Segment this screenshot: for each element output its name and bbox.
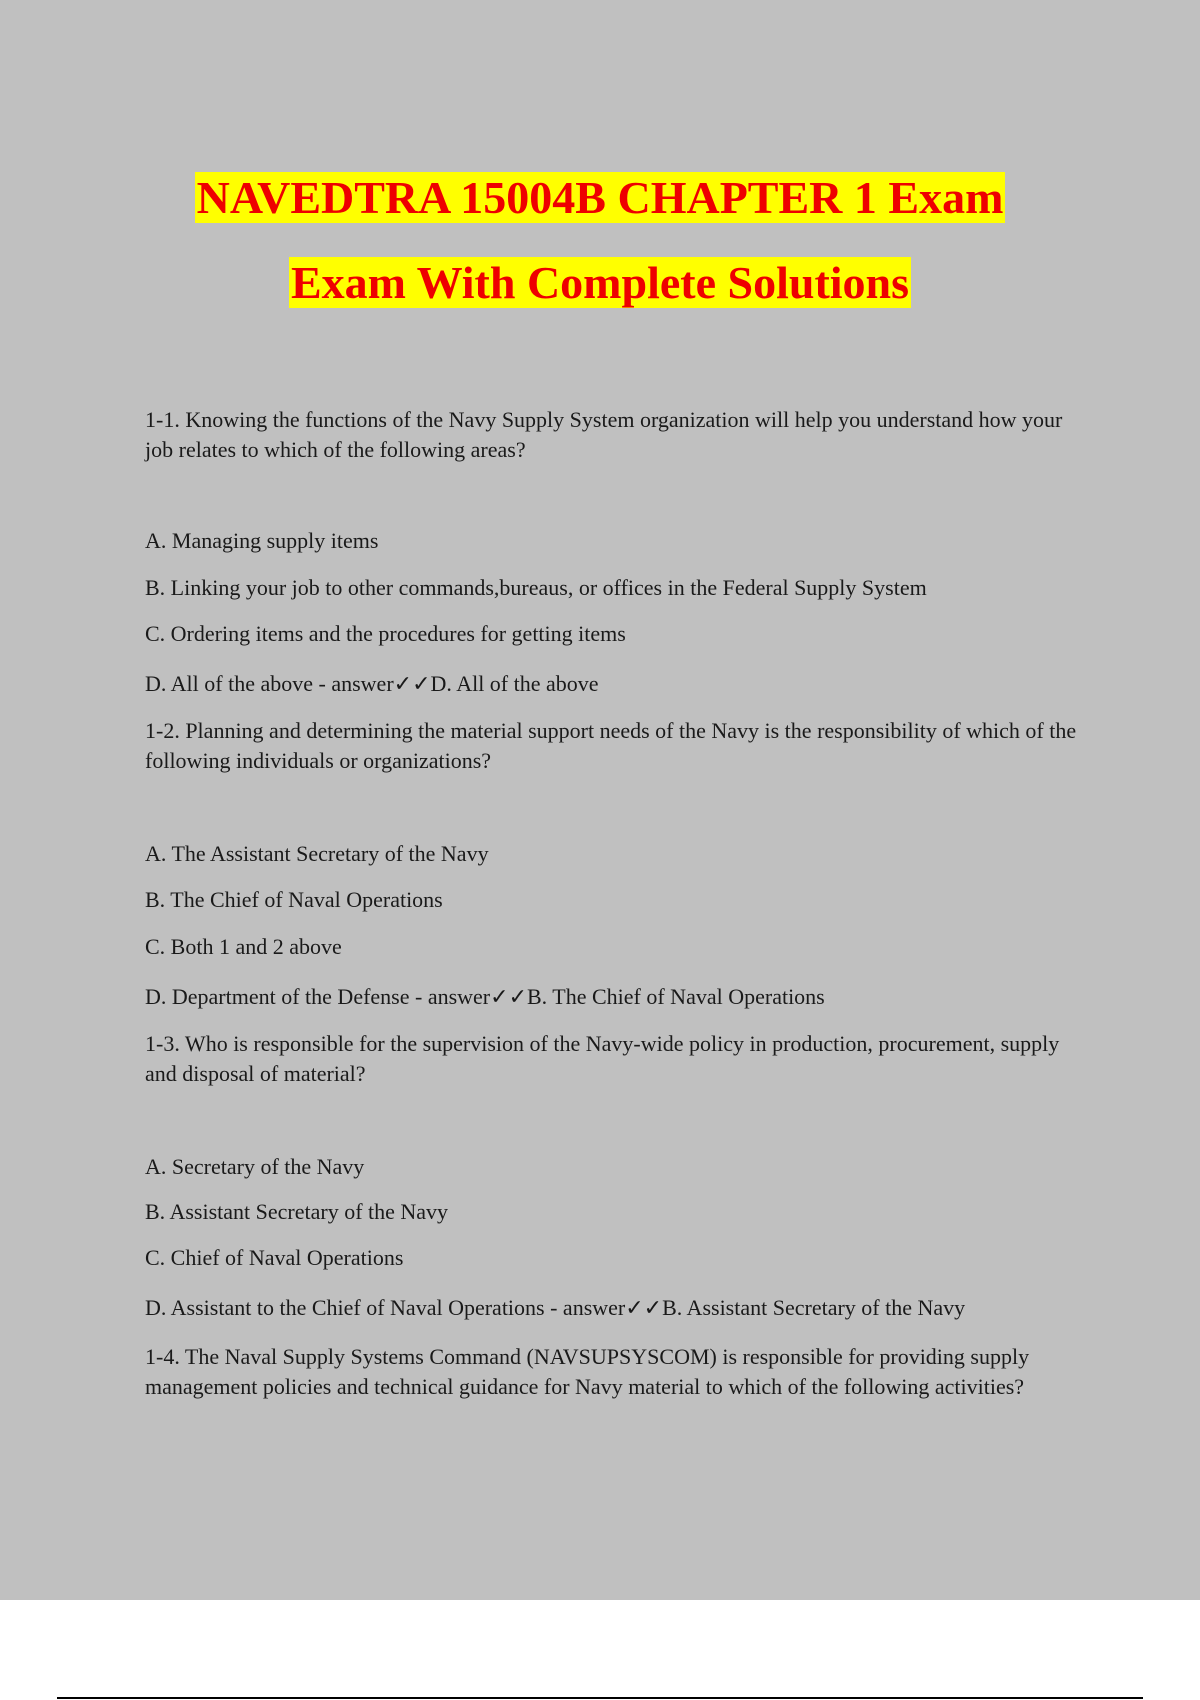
question-3-option-d-answer: D. Assistant to the Chief of Naval Operations - answer✓✓B. Assistant Secretary of the Navy: [145, 1295, 966, 1320]
question-3-text: 1-3. Who is responsible for the supervision of the Navy-wide policy in production, procurement, supply and disposal of material?: [145, 1031, 1060, 1086]
question-2-option-d-answer: D. Department of the Defense - answer✓✓B. The Chief of Naval Operations: [145, 984, 825, 1009]
document-title-line-2: [0, 255, 1200, 311]
title-highlight-1: NAVEDTRA 15004B CHAPTER 1 Exam: [196, 172, 1004, 223]
question-3-option-b: B. Assistant Secretary of the Navy: [145, 1199, 449, 1224]
question-3-option-c: C. Chief of Naval Operations: [145, 1245, 404, 1270]
question-1-option-c: C. Ordering items and the procedures for getting items: [145, 621, 626, 646]
question-2-text: 1-2. Planning and determining the material support needs of the Navy is the responsibility of which of the following individuals or organizations?: [145, 718, 1077, 773]
question-4-text: 1-4. The Naval Supply Systems Command (NAVSUPSYSCOM) is responsible for providing supply management policies and technical guidance for Navy material to which of the following activities?: [145, 1344, 1030, 1399]
title-highlight-2: Exam With Complete Solutions: [290, 257, 910, 308]
document-title-line-1: [0, 170, 1200, 226]
question-2-option-a: A. The Assistant Secretary of the Navy: [145, 841, 489, 866]
footer-divider: [57, 1697, 1143, 1699]
question-3-option-a: A. Secretary of the Navy: [145, 1154, 365, 1179]
question-1-option-b: B. Linking your job to other commands,bureaus, or offices in the Federal Supply System: [145, 575, 927, 600]
question-1-option-a: A. Managing supply items: [145, 528, 379, 553]
question-2-option-b: B. The Chief of Naval Operations: [145, 887, 443, 912]
question-1-option-d-answer: D. All of the above - answer✓✓D. All of the above: [145, 671, 599, 696]
question-1-text: 1-1. Knowing the functions of the Navy Supply System organization will help you understand how your job relates to which of the following areas?: [145, 407, 1063, 462]
question-2-option-c: C. Both 1 and 2 above: [145, 934, 342, 959]
